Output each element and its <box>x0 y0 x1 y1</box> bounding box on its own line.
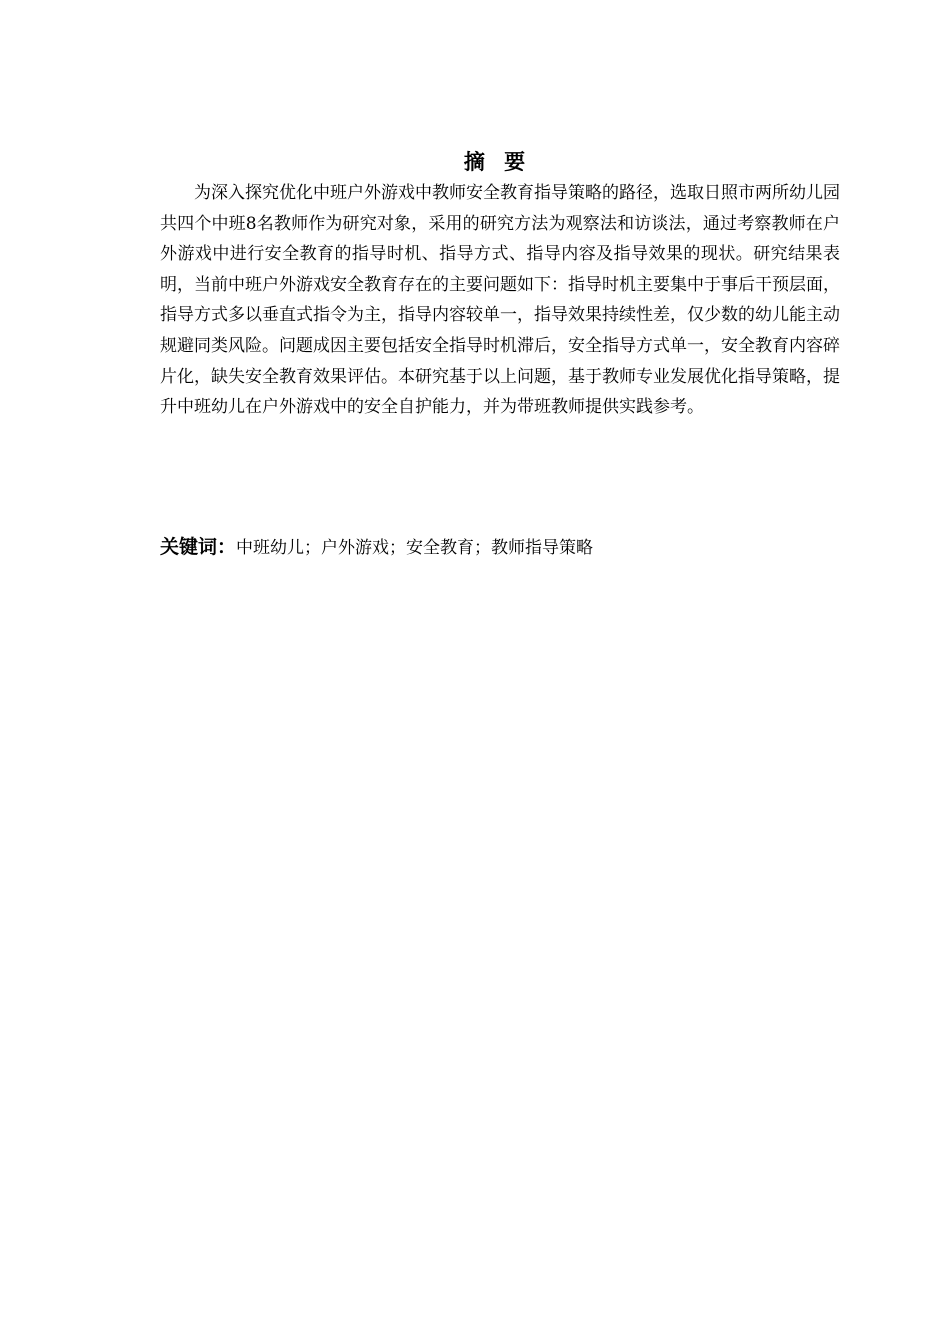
abstract-body: 为深入探究优化中班户外游戏中教师安全教育指导策略的路径，选取日照市两所幼儿园共四个中班8名教师作为研究对象，采用的研究方法为观察法和访谈法，通过考察教师在户外游戏中进行安全教育的指导时机、指导方式、指导内容及指导效果的现状。研究结果表明，当前中班户外游戏安全教育存在的主要问题如下：指导时机主要集中于事后干预层面，指导方式多以垂直式指令为主，指导内容较单一，指导效果持续性差，仅少数的幼儿能主动规避同类风险。问题成因主要包括安全指导时机滞后，安全指导方式单一，安全教育内容碎片化，缺失安全教育效果评估。本研究基于以上问题，基于教师专业发展优化指导策略，提升中班幼儿在户外游戏中的安全自护能力，并为带班教师提供实践参考。 <box>160 183 840 418</box>
keywords-label: 关键词： <box>160 536 237 558</box>
keywords-line <box>160 532 840 563</box>
abstract-title: 摘 要 <box>463 149 532 174</box>
keywords-value: 中班幼儿；户外游戏；安全教育；教师指导策略 <box>236 538 594 558</box>
